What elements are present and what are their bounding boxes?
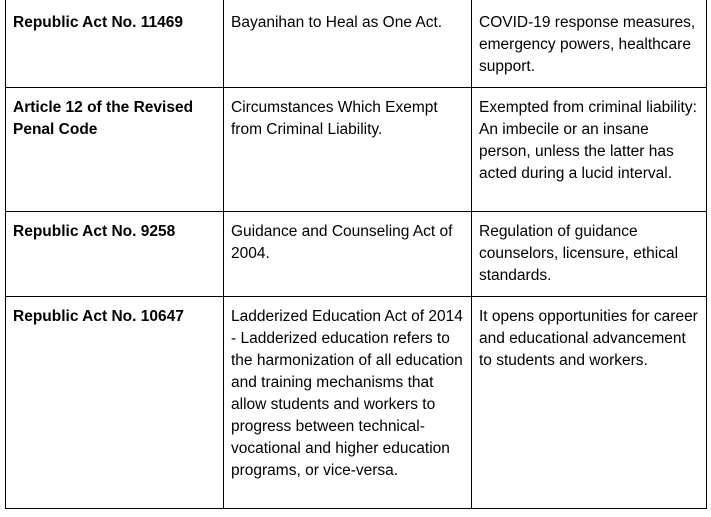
law-description-cell: COVID-19 response measures, emergency powers, healthcare support. xyxy=(472,0,707,88)
law-name-cell: Republic Act No. 10647 xyxy=(6,297,224,509)
law-title-cell: Guidance and Counseling Act of 2004. xyxy=(224,212,472,297)
law-description-cell: Regulation of guidance counselors, licensure, ethical standards. xyxy=(472,212,707,297)
law-description-cell: Exempted from criminal liability: An imbecile or an insane person, unless the latter has acted during a lucid interval. xyxy=(472,88,707,212)
table-row xyxy=(6,212,707,297)
table-row xyxy=(6,297,707,509)
table-row xyxy=(6,0,707,88)
law-description-cell: It opens opportunities for career and educational advancement to students and workers. xyxy=(472,297,707,509)
law-title-cell: Circumstances Which Exempt from Criminal Liability. xyxy=(224,88,472,212)
table-row xyxy=(6,88,707,212)
law-title-cell: Ladderized Education Act of 2014 - Ladderized education refers to the harmonization of all education and training mechanisms that allow students and workers to progress between technical-vocational and higher education programs, or vice-versa. xyxy=(224,297,472,509)
law-name-cell: Article 12 of the Revised Penal Code xyxy=(6,88,224,212)
laws-table xyxy=(5,0,707,509)
law-name-cell: Republic Act No. 11469 xyxy=(6,0,224,88)
law-name-cell: Republic Act No. 9258 xyxy=(6,212,224,297)
law-title-cell: Bayanihan to Heal as One Act. xyxy=(224,0,472,88)
